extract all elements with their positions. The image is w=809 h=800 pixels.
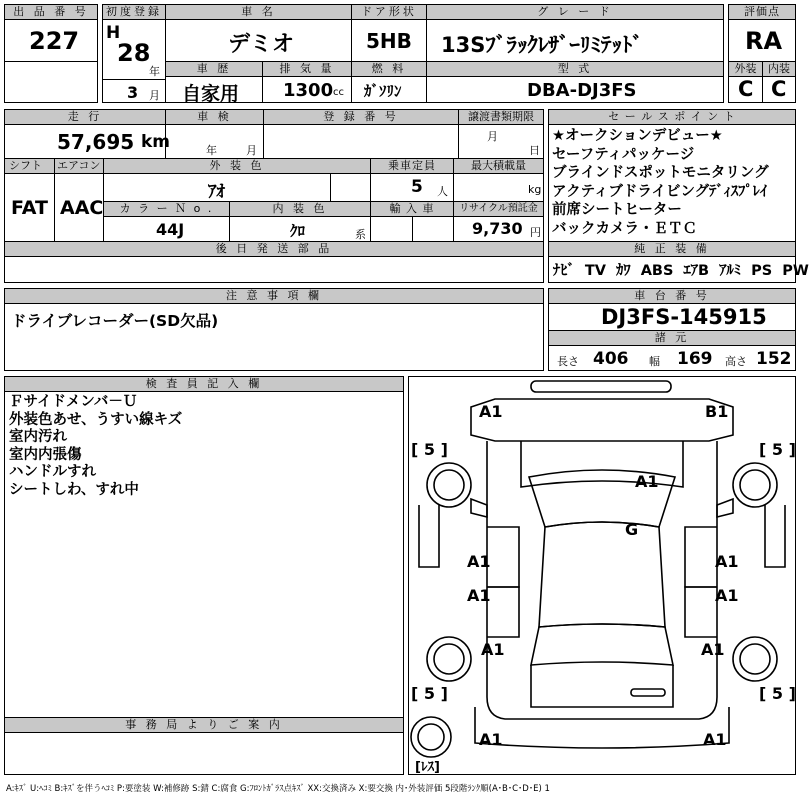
history-cell xyxy=(165,61,263,103)
interior-color-cell xyxy=(229,201,371,242)
later-parts-cell xyxy=(4,241,544,283)
sales-point-list xyxy=(552,127,769,238)
recycle-value: 9,730 xyxy=(472,219,523,238)
width-label: 幅 xyxy=(649,355,660,368)
sales-point-item: バックカメラ・ＥＴＣ xyxy=(552,220,697,237)
deadline-month-unit: 月 xyxy=(487,130,498,143)
damage-mark: A1 xyxy=(479,730,503,749)
first-registration-label: 初度登録 xyxy=(103,5,165,20)
exterior-grade-label: 外装 xyxy=(729,62,762,77)
grade-value: 13Sﾌﾞﾗｯｸﾚｻﾞｰﾘﾐﾃｯﾄﾞ xyxy=(441,33,643,57)
sales-point-item: アクティブドライビングﾃﾞｨｽﾌﾟﾚｲ xyxy=(552,183,768,200)
score-value: RA xyxy=(745,27,783,55)
model-label: 型 式 xyxy=(427,62,723,77)
specs-label: 諸 元 xyxy=(549,331,795,346)
inspector-note: 外装色あせ、うすい線キズ xyxy=(9,411,183,428)
sales-point-item: 前席シートヒーター xyxy=(552,202,682,218)
notes-value: ドライブレコーダー(SD欠品) xyxy=(11,312,219,330)
import-cell xyxy=(370,201,454,242)
interior-grade-value: C xyxy=(771,77,787,101)
damage-mark: A1 xyxy=(715,586,739,605)
inspector-note: ハンドルすれ xyxy=(9,464,96,480)
tire-rear-right: [ 5 ] xyxy=(759,684,796,703)
equipment-item: ABS xyxy=(640,263,674,279)
length-label: 長さ xyxy=(557,355,579,368)
displacement-label: 排 気 量 xyxy=(263,62,351,77)
deadline-day-unit: 日 xyxy=(529,144,540,157)
first-registration-cell xyxy=(102,4,166,80)
damage-mark: A1 xyxy=(703,730,727,749)
aircon-label: エアコン xyxy=(55,159,103,174)
inspector-note: シートしわ、すれ中 xyxy=(9,481,139,498)
equipment-item: ｶﾜ xyxy=(616,263,631,279)
interior-color-label: 内 装 色 xyxy=(230,202,370,217)
chassis-number-value: DJ3FS-145915 xyxy=(601,305,767,329)
shift-cell xyxy=(4,158,55,242)
chassis-number-label: 車 台 番 号 xyxy=(549,289,795,304)
damage-mark: A1 xyxy=(479,402,503,421)
mileage-value: 57,695 xyxy=(57,130,135,154)
displacement-value: 1300 xyxy=(283,80,334,101)
damage-mark: A1 xyxy=(467,552,491,571)
sales-point-label: セ ー ル ス ポ イ ン ト xyxy=(549,110,795,125)
equipment-list xyxy=(553,259,809,280)
damage-mark: B1 xyxy=(705,402,729,421)
exterior-color-cell xyxy=(103,158,371,202)
fuel-cell xyxy=(351,61,427,103)
kg-unit: kg xyxy=(528,183,542,196)
inspector-notes-list xyxy=(9,394,182,499)
width-value: 169 xyxy=(677,349,713,369)
yen-unit: 円 xyxy=(530,226,541,239)
era-value: H xyxy=(106,23,121,43)
cc-unit: cc xyxy=(333,87,344,98)
later-parts-label: 後 日 発 送 部 品 xyxy=(5,242,543,257)
tire-rear-left: [ 5 ] xyxy=(411,684,448,703)
kei-unit: 系 xyxy=(355,228,366,241)
notes-label: 注 意 事 項 欄 xyxy=(5,289,543,304)
import-label: 輸 入 車 xyxy=(371,202,453,217)
equipment-item: ｱﾙﾐ xyxy=(719,263,741,279)
lot-number-label: 出 品 番 号 xyxy=(5,5,97,20)
color-number-label: カ ラ ー Ｎ o . xyxy=(104,202,229,217)
aircon-cell xyxy=(54,158,104,242)
damage-mark: A1 xyxy=(467,586,491,605)
door-type-cell xyxy=(351,4,427,62)
inspector-note: 室内内張傷 xyxy=(9,446,82,463)
door-type-label: ドア形状 xyxy=(352,5,426,20)
history-label: 車 歴 xyxy=(166,62,262,77)
inspection-year-unit: 年 xyxy=(206,144,217,157)
car-name-value: デミオ xyxy=(228,32,295,57)
exterior-color-label: 外 装 色 xyxy=(104,159,370,174)
damage-mark: A1 xyxy=(635,472,659,491)
model-cell xyxy=(426,61,724,103)
equipment-item: PS xyxy=(751,263,773,279)
fuel-label: 燃 料 xyxy=(352,62,426,77)
capacity-value: 5 xyxy=(411,177,423,197)
aircon-value: AAC xyxy=(60,197,104,219)
sales-point-cell xyxy=(548,109,796,242)
notes-cell xyxy=(4,288,544,371)
interior-grade-cell xyxy=(762,61,796,103)
office-notice-label: 事 務 局 よ り ご 案 内 xyxy=(5,718,403,733)
office-notice-cell xyxy=(4,717,404,775)
grade-cell xyxy=(426,4,724,62)
car-name-label: 車 名 xyxy=(166,5,351,20)
inspector-note: 室内汚れ xyxy=(9,429,67,445)
registration-number-label: 登 録 番 号 xyxy=(264,110,458,125)
length-value: 406 xyxy=(593,349,629,369)
equipment-item: ｴｱB xyxy=(683,263,710,279)
recycle-label: リサイクル預託金 xyxy=(454,202,543,217)
equipment-item: PW xyxy=(782,263,809,279)
car-diagram xyxy=(409,377,795,774)
capacity-label: 乗車定員 xyxy=(371,159,453,174)
color-number-value: 44J xyxy=(156,220,185,239)
damage-mark: G xyxy=(625,520,639,539)
mileage-label: 走 行 xyxy=(5,110,165,125)
lot-number-blank xyxy=(4,61,98,103)
model-value: DBA-DJ3FS xyxy=(527,80,637,101)
score-cell xyxy=(728,4,796,62)
door-type-value: 5HB xyxy=(366,29,412,53)
inspection-month-unit: 月 xyxy=(246,144,257,157)
capacity-cell xyxy=(370,158,454,202)
equipment-item: TV xyxy=(584,263,606,279)
transfer-deadline-label: 譲渡書類期限 xyxy=(459,110,543,125)
genuine-equipment-label: 純 正 装 備 xyxy=(549,242,795,257)
exterior-grade-cell xyxy=(728,61,763,103)
lot-number-value: 227 xyxy=(29,27,80,55)
exterior-color-value: ｱｵ xyxy=(208,182,225,202)
sales-point-item: ★オークションデビュー★ xyxy=(552,128,723,144)
fuel-value: ｶﾞｿﾘﾝ xyxy=(364,82,402,100)
transfer-deadline-cell xyxy=(458,109,544,159)
shift-label: シフト xyxy=(5,159,54,174)
interior-grade-label: 内装 xyxy=(763,62,795,77)
specs-cell xyxy=(548,330,796,371)
year-unit: 年 xyxy=(149,65,160,78)
car-diagram-panel xyxy=(408,376,796,775)
month-unit: 月 xyxy=(149,89,160,102)
interior-color-value: ｸﾛ xyxy=(290,222,306,240)
tire-front-left: [ 5 ] xyxy=(411,440,448,459)
recycle-cell xyxy=(453,201,544,242)
car-name-cell xyxy=(165,4,352,62)
shift-value: FAT xyxy=(11,197,48,219)
inspector-notes-label: 検 査 員 記 入 欄 xyxy=(5,377,403,392)
history-value: 自家用 xyxy=(182,83,240,105)
chassis-number-cell xyxy=(548,288,796,331)
genuine-equipment-cell xyxy=(548,241,809,283)
legend-text: A:ｷｽﾞ U:ﾍｺﾐ B:ｷｽﾞを伴うﾍｺﾐ P:要塗装 W:補修跡 S:錆 C:腐食 G:ﾌﾛﾝﾄｶﾞﾗｽ点ｷｽﾞ XX:交換済み X:要交換 内･外装評価 5段階ﾗﾝｸ順(A･B･C･D･E) 1 xyxy=(6,784,550,794)
grade-label: グ レ ー ド xyxy=(427,5,723,20)
score-label: 評価点 xyxy=(729,5,795,20)
lot-number-cell xyxy=(4,4,98,62)
height-label: 高さ xyxy=(725,355,747,368)
height-value: 152 xyxy=(756,349,792,369)
inspector-notes-cell xyxy=(4,376,404,718)
mileage-cell xyxy=(4,109,171,159)
damage-mark: A1 xyxy=(481,640,505,659)
damage-mark: A1 xyxy=(701,640,725,659)
inspection-cell xyxy=(165,109,264,159)
max-load-label: 最大積載量 xyxy=(454,159,543,174)
month-cell xyxy=(102,79,166,103)
inspector-note: Ｆサイドメンバ－Ｕ xyxy=(9,394,138,410)
tire-front-right: [ 5 ] xyxy=(759,440,796,459)
month-value: 3 xyxy=(127,83,139,102)
registration-number-cell xyxy=(263,109,459,159)
equipment-item: ﾅﾋﾞ xyxy=(553,263,575,279)
color-number-cell xyxy=(103,201,230,242)
damage-mark: A1 xyxy=(715,552,739,571)
spare-tire-label: [ﾚｽ] xyxy=(415,760,440,775)
year-value: 28 xyxy=(117,39,151,67)
person-unit: 人 xyxy=(437,185,448,198)
inspection-label: 車 検 xyxy=(166,110,263,125)
exterior-grade-value: C xyxy=(738,77,754,101)
km-unit: km xyxy=(141,132,171,152)
displacement-cell xyxy=(262,61,352,103)
max-load-cell xyxy=(453,158,544,202)
sales-point-item: ブラインドスポットモニタリング xyxy=(552,165,769,181)
sales-point-item: セーフティパッケージ xyxy=(552,146,695,163)
